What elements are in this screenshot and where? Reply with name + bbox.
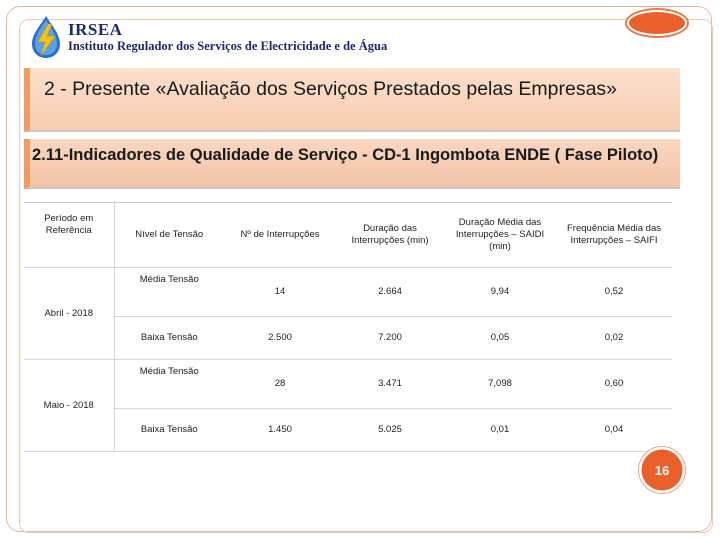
saidi-cell: 9,94 bbox=[444, 268, 556, 317]
saidi-cell: 7,098 bbox=[444, 360, 556, 409]
column-header: Duração das Interrupções (min) bbox=[336, 203, 444, 268]
subtitle-band bbox=[24, 139, 680, 189]
column-header: Nível de Tensão bbox=[114, 203, 224, 268]
column-header: Frequência Média das Interrupções – SAIFI bbox=[556, 203, 672, 268]
interrupcoes-cell: 2.500 bbox=[224, 317, 336, 360]
title-band bbox=[24, 68, 680, 132]
org-full-name: Instituto Regulador dos Serviços de Electricidade e de Água bbox=[68, 39, 388, 53]
saidi-cell: 0,05 bbox=[444, 317, 556, 360]
duracao-cell: 7.200 bbox=[336, 317, 444, 360]
org-short-name: IRSEA bbox=[68, 20, 123, 39]
table-row bbox=[24, 268, 672, 317]
saifi-cell: 0,04 bbox=[556, 409, 672, 452]
table-header-row bbox=[24, 203, 672, 268]
table-row bbox=[24, 360, 672, 409]
duracao-cell: 3.471 bbox=[336, 360, 444, 409]
saifi-cell: 0,52 bbox=[556, 268, 672, 317]
section-subtitle: 2.11-Indicadores de Qualidade de Serviço - CD-1 Ingombota ENDE ( Fase Piloto) bbox=[32, 146, 659, 164]
table-row bbox=[24, 317, 672, 360]
irsea-logo-icon bbox=[26, 14, 66, 60]
tensao-cell: Média Tensão bbox=[114, 360, 224, 409]
tensao-cell: Média Tensão bbox=[114, 268, 224, 317]
saifi-cell: 0,02 bbox=[556, 317, 672, 360]
saifi-cell: 0,60 bbox=[556, 360, 672, 409]
page-title: 2 - Presente «Avaliação dos Serviços Prestados pelas Empresas» bbox=[44, 78, 618, 100]
column-header: Período em Referência bbox=[24, 203, 114, 268]
quality-indicators-table bbox=[24, 202, 672, 452]
interrupcoes-cell: 28 bbox=[224, 360, 336, 409]
column-header: Duração Média das Interrupções – SAIDI (min) bbox=[444, 203, 556, 268]
tensao-cell: Baixa Tensão bbox=[114, 409, 224, 452]
duracao-cell: 5.025 bbox=[336, 409, 444, 452]
duracao-cell: 2.664 bbox=[336, 268, 444, 317]
column-header: Nº de Interrupções bbox=[224, 203, 336, 268]
table-row bbox=[24, 409, 672, 452]
corner-oval-decoration bbox=[627, 10, 687, 36]
interrupcoes-cell: 1.450 bbox=[224, 409, 336, 452]
interrupcoes-cell: 14 bbox=[224, 268, 336, 317]
period-cell: Abril - 2018 bbox=[24, 268, 114, 360]
saidi-cell: 0,01 bbox=[444, 409, 556, 452]
page-number: 16 bbox=[654, 463, 670, 478]
page-number-badge bbox=[638, 446, 686, 494]
period-cell: Maio - 2018 bbox=[24, 360, 114, 452]
tensao-cell: Baixa Tensão bbox=[114, 317, 224, 360]
